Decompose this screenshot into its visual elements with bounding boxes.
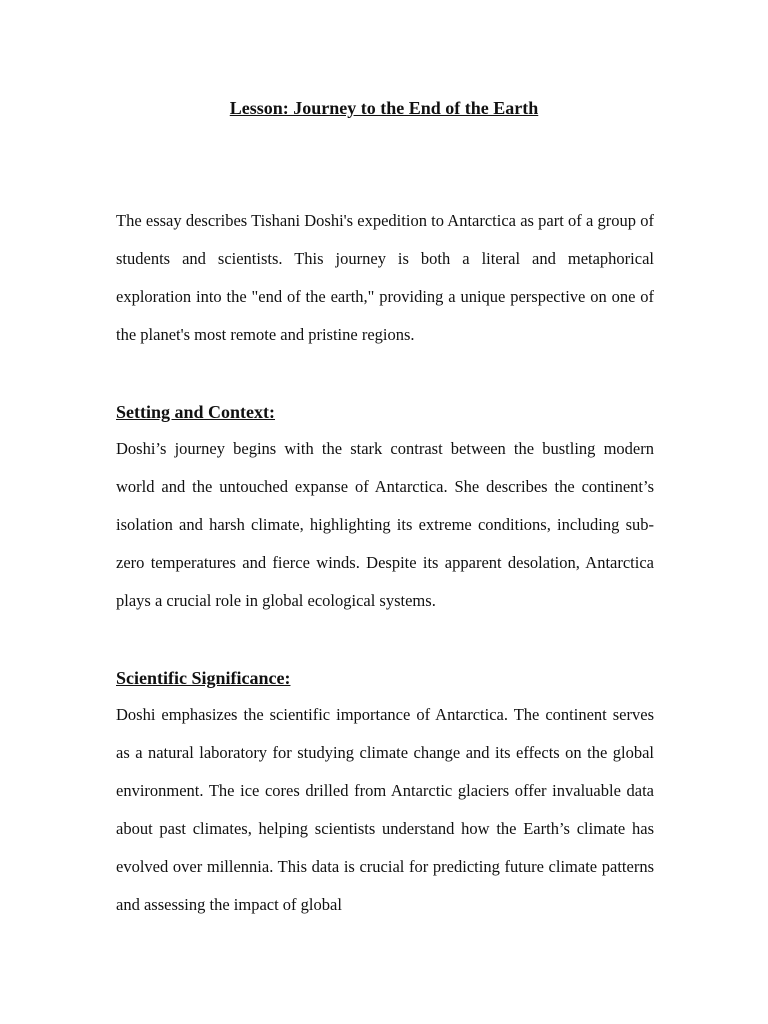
section-heading-setting-context: Setting and Context: — [116, 402, 276, 422]
intro-paragraph: The essay describes Tishani Doshi's expedition to Antarctica as part of a group of students and scientists. This journey is both a literal and metaphorical exploration into the "end of the earth," providing a unique perspective on one of the planet's most remote and pristine regions. — [116, 211, 654, 344]
section-body-setting-context: Doshi’s journey begins with the stark contrast between the bustling modern world and the untouched expanse of Antarctica. She describes the continent’s isolation and harsh climate, highlighting its extreme conditions, including sub-zero temperatures and fierce winds. Despite its apparent desolation, Antarctica plays a crucial role in global ecological systems. — [116, 439, 654, 610]
document-title: Lesson: Journey to the End of the Earth — [229, 98, 539, 118]
section-body-scientific-significance: Doshi emphasizes the scientific importance of Antarctica. The continent serves as a natural laboratory for studying climate change and its effects on the global environment. The ice cores drilled from Antarctic glaciers offer invaluable data about past climates, helping scientists understand how the Earth’s climate has evolved over millennia. This data is crucial for predicting future climate patterns and assessing the impact of global — [116, 705, 654, 914]
section-heading-scientific-significance: Scientific Significance: — [116, 668, 291, 688]
